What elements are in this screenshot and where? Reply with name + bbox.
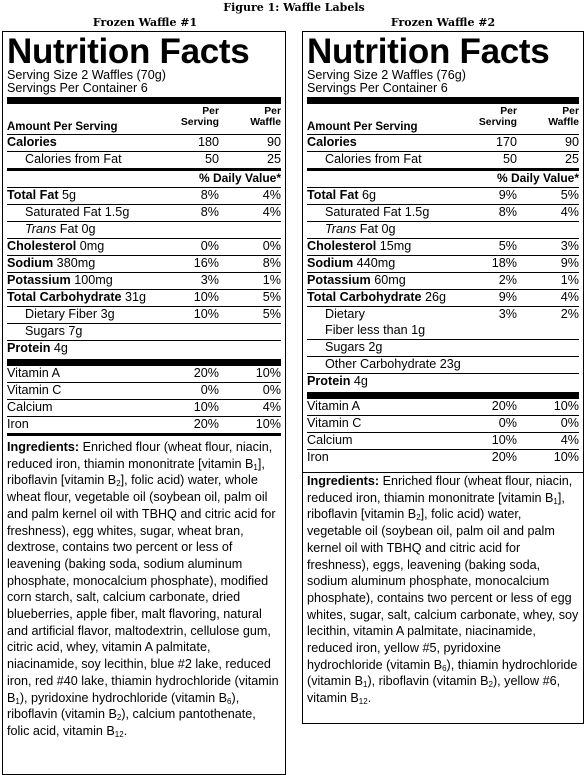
ingredients-text: Ingredients: Enriched flour (wheat flour, niacin, reduced iron, thiamin mononitrate [vitamin $B_1$], riboflavin [vitamin $B_2$], folic acid) water, vegetable oil (soybean oil, palm oil and palm kernel oil with TBHQ and citric acid for freshness), eggs, leavening (baking soda, sodium aluminum phosphate, monocalcium phosphate), contains two percent or less of egg whites, sugar, salt, calcium carbonate, whey, soy lecithin, vitamin A palmitate, niacinamide, reduced iron, yellow #5, pyridoxine hydrochloride (vitamin $B_6$), thiamin hydrochloride (vitamin $B_1$), riboflavin (vitamin $B_2$), yellow #6, vitamin $B_{12}$.	[307, 474, 579, 707]
potassium-row: Potassium 100mg 3% 1%	[7, 273, 281, 287]
per-serving-header: Per Serving	[180, 106, 219, 128]
daily-value-header: % Daily Value*	[496, 171, 579, 185]
trans-fat-row: Trans Fat 0g	[325, 222, 396, 236]
trans-fat-row: Trans Fat 0g	[25, 222, 96, 236]
sugars-row: Sugars 2g	[325, 340, 383, 354]
other-carbohydrate-row: Other Carbohydrate 23g	[325, 357, 461, 371]
nutrition-label-1	[2, 31, 286, 775]
serving-size: Serving Size 2 Waffles (70g)	[7, 68, 166, 82]
calories-row: Calories 170 90	[307, 135, 579, 149]
vitamin-row: Vitamin A 20% 10%	[7, 366, 281, 380]
amount-per-serving: Amount Per Serving	[307, 120, 418, 133]
vitamin-row: Calcium 10% 4%	[307, 433, 579, 447]
potassium-row: Potassium 60mg 2% 1%	[307, 273, 579, 287]
total-carbohydrate-row: Total Carbohydrate 31g 10% 5%	[7, 290, 281, 304]
cholesterol-row: Cholesterol 0mg 0% 0%	[7, 239, 281, 253]
sugars-row: Sugars 7g	[25, 324, 83, 338]
servings-per-container: Servings Per Container 6	[7, 81, 148, 95]
calories-fat-row: Calories from Fat 50 25	[25, 152, 281, 166]
figure-title: Figure 1: Waffle Labels	[223, 1, 365, 14]
total-fat-row: Total Fat 5g 8% 4%	[7, 188, 281, 202]
calories-fat-row: Calories from Fat 50 25	[325, 152, 579, 166]
ingredients-text: Ingredients: Enriched flour (wheat flour, niacin, reduced iron, thiamin mononitrate [vitamin $B_1$], riboflavin [vitamin $B_2$], folic acid) water, whole wheat flour, vegetable oil (soybean oil, palm oil and palm kernel oil with TBHQ and citric acid for freshness), egg whites, sugar, wheat bran, dextrose, contains two percent or less of leavening (baking soda, sodium aluminum phosphate, monocalcium phosphate), modified corn starch, salt, calcium carbonate, dried blueberries, apple fiber, malt flavoring, natural and artificial flavor, maltodextrin, cellulose gum, citric acid, whey, vitamin A palmitate, niacinamide, soy lecithin, blue #2 lake, reduced iron, red #40 lake, thiamin hydrochloride (vitamin $B_1$), pyridoxine hydrochloride (vitamin $B_6$), riboflavin (vitamin $B_2$), calcium pantothenate, folic acid, vitamin $B_{12}$.	[7, 440, 279, 739]
vitamin-row: Iron 20% 10%	[307, 450, 579, 464]
calories-row: Calories 180 90	[7, 135, 281, 149]
vitamin-row: Vitamin C 0% 0%	[307, 416, 579, 430]
dietary-fiber-row: Dietary 3% 2%	[325, 307, 579, 321]
per-waffle-header: Per Waffle	[250, 106, 281, 128]
label-title-2: Frozen Waffle #2	[390, 16, 496, 29]
daily-value-header: % Daily Value*	[198, 171, 281, 185]
servings-per-container: Servings Per Container 6	[307, 81, 448, 95]
cholesterol-row: Cholesterol 15mg 5% 3%	[307, 239, 579, 253]
sodium-row: Sodium 380mg 16% 8%	[7, 256, 281, 270]
amount-per-serving: Amount Per Serving	[7, 120, 118, 133]
vitamin-row: Vitamin A 20% 10%	[307, 399, 579, 413]
nutrition-facts-heading: Nutrition Facts	[7, 32, 250, 71]
per-serving-header: Per Serving	[478, 106, 517, 128]
dietary-fiber-row: Dietary Fiber 3g 10% 5%	[25, 307, 281, 321]
column-header	[307, 104, 579, 134]
nutrition-facts-heading: Nutrition Facts	[307, 32, 550, 71]
saturated-fat-row: Saturated Fat 1.5g 8% 4%	[325, 205, 579, 219]
vitamin-row: Vitamin C 0% 0%	[7, 383, 281, 397]
vitamin-row: Calcium 10% 4%	[7, 400, 281, 414]
total-carbohydrate-row: Total Carbohydrate 26g 9% 4%	[307, 290, 579, 304]
nutrition-label-2	[302, 31, 584, 473]
sodium-row: Sodium 440mg 18% 9%	[307, 256, 579, 270]
vitamin-row: Iron 20% 10%	[7, 417, 281, 431]
protein-row: Protein 4g	[7, 341, 68, 355]
label-title-1: Frozen Waffle #1	[92, 16, 198, 29]
protein-row: Protein 4g	[307, 374, 368, 388]
total-fat-row: Total Fat 6g 9% 5%	[307, 188, 579, 202]
dietary-fiber-row-cont: Fiber less than 1g	[325, 323, 426, 337]
saturated-fat-row: Saturated Fat 1.5g 8% 4%	[25, 205, 281, 219]
column-header	[7, 104, 281, 134]
per-waffle-header: Per Waffle	[548, 106, 579, 128]
serving-size: Serving Size 2 Waffles (76g)	[307, 68, 466, 82]
ingredients-box-2	[302, 473, 584, 724]
